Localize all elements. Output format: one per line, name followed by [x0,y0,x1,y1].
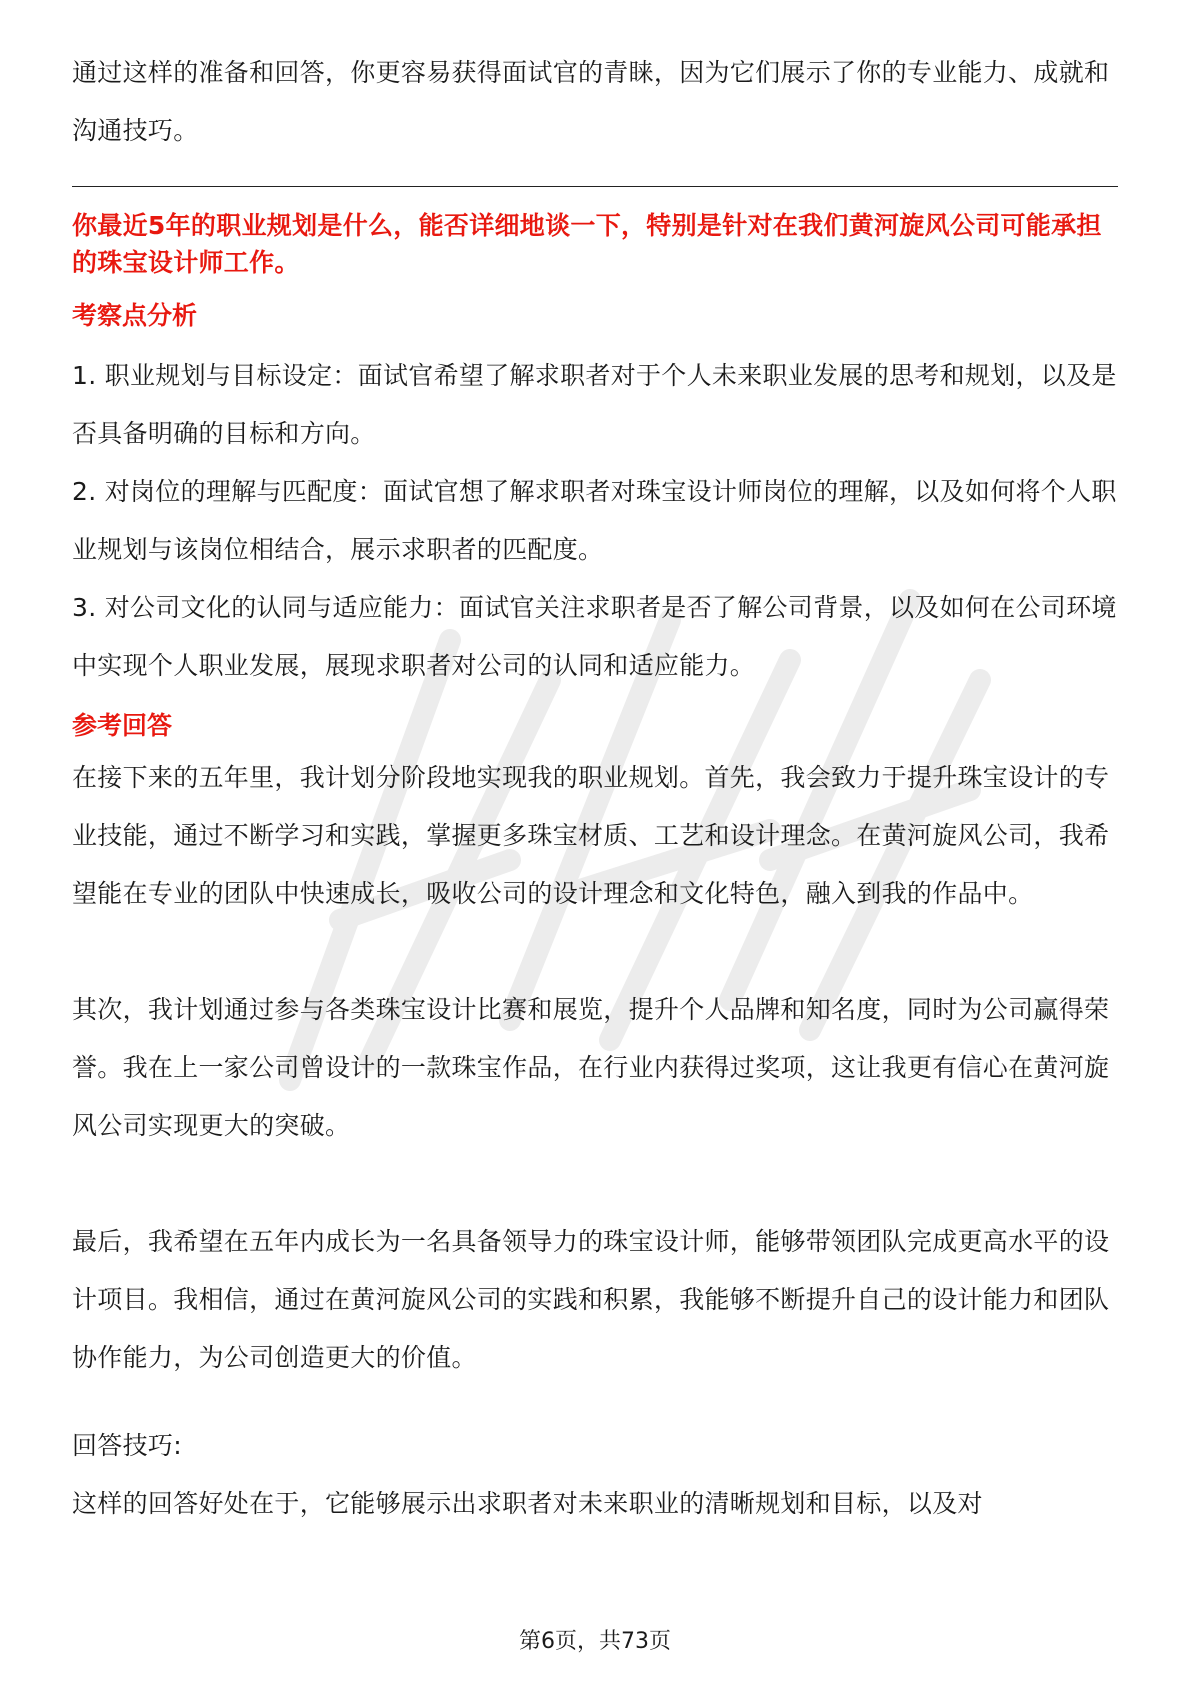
analysis-point: 2. 对岗位的理解与匹配度：面试官想了解求职者对珠宝设计师岗位的理解，以及如何将个人职业规划与该岗位相结合，展示求职者的匹配度。 [72,477,1117,564]
section-divider [72,186,1118,187]
answer-paragraph: 最后，我希望在五年内成长为一名具备领导力的珠宝设计师，能够带领团队完成更高水平的设计项目。我相信，通过在黄河旋风公司的实践和积累，我能够不断提升自己的设计能力和团队协作能力，为公司创造更大的价值。 [72,1227,1110,1372]
tips-paragraph: 这样的回答好处在于，它能够展示出求职者对未来职业的清晰规划和目标，以及对 [72,1489,983,1518]
page-number: 第6页，共73页 [519,1629,671,1654]
analysis-point: 3. 对公司文化的认同与适应能力：面试官关注求职者是否了解公司背景，以及如何在公司环境中实现个人职业发展，展现求职者对公司的认同和适应能力。 [72,593,1117,680]
intro-paragraph: 通过这样的准备和回答，你更容易获得面试官的青睐，因为它们展示了你的专业能力、成就和沟通技巧。 [72,58,1110,145]
page-content [72,44,1118,1533]
answer-paragraph: 在接下来的五年里，我计划分阶段地实现我的职业规划。首先，我会致力于提升珠宝设计的专业技能，通过不断学习和实践，掌握更多珠宝材质、工艺和设计理念。在黄河旋风公司，我希望能在专业的团队中快速成长，吸收公司的设计理念和文化特色，融入到我的作品中。 [72,763,1110,908]
answer-paragraph: 其次，我计划通过参与各类珠宝设计比赛和展览，提升个人品牌和知名度，同时为公司赢得荣誉。我在上一家公司曾设计的一款珠宝作品，在行业内获得过奖项，这让我更有信心在黄河旋风公司实现更大的突破。 [72,995,1110,1140]
analysis-point: 1. 职业规划与目标设定：面试官希望了解求职者对于个人未来职业发展的思考和规划，以及是否具备明确的目标和方向。 [72,361,1117,448]
answer-heading: 参考回答 [72,711,173,740]
interview-question: 你最近5年的职业规划是什么，能否详细地谈一下，特别是针对在我们黄河旋风公司可能承担的珠宝设计师工作。 [72,211,1102,277]
analysis-heading: 考察点分析 [72,301,198,330]
tips-heading: 回答技巧: [72,1431,182,1460]
